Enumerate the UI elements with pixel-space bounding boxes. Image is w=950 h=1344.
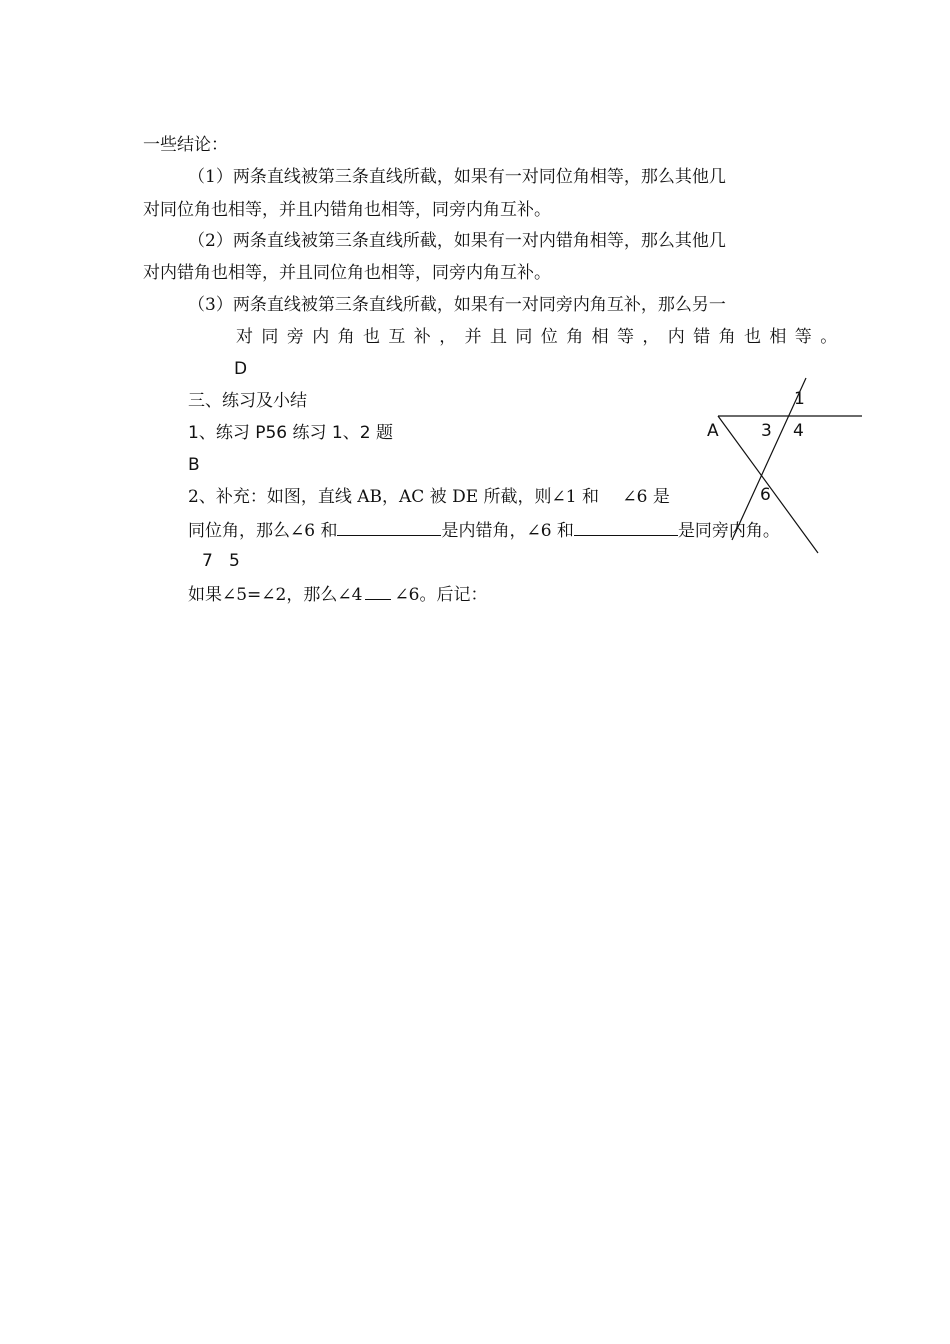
conclusion-3-line-1: （3）两条直线被第三条直线所截，如果有一对同旁内角互补，那么另一 xyxy=(188,295,726,315)
supplement-text-part-2: ∠6 是 xyxy=(622,487,670,507)
diagram-label-a: A xyxy=(707,421,719,441)
section-title: 三、练习及小结 xyxy=(188,391,307,411)
conclusion-2-line-2: 对内错角也相等，并且同位角也相等，同旁内角互补。 xyxy=(143,263,551,283)
diagram-label-3: 3 xyxy=(761,421,772,441)
supplement-text-part-1: 2、补充：如图，直线 AB，AC 被 DE 所截，则∠1 和 xyxy=(188,487,599,507)
stray-label-b: B xyxy=(188,455,200,475)
supplement-line-2-b: 是内错角，∠6 和 xyxy=(441,521,574,541)
stray-numbers: 7 5 xyxy=(202,551,240,571)
supplement-line-2-a: 同位角，那么∠6 和 xyxy=(188,521,338,541)
practice-line: 1、练习 P56 练习 1、2 题 xyxy=(188,423,393,443)
conclusion-1-line-2: 对同位角也相等，并且内错角也相等，同旁内角互补。 xyxy=(143,200,551,220)
conclusion-1-line-1: （1）两条直线被第三条直线所截，如果有一对同位角相等，那么其他几 xyxy=(188,167,726,187)
heading-conclusions: 一些结论： xyxy=(143,135,228,155)
supplement-line-3-b: ∠6。后记： xyxy=(394,585,488,605)
supplement-line-2-c: 是同旁内角。 xyxy=(677,521,780,541)
conclusion-2-line-1: （2）两条直线被第三条直线所截，如果有一对内错角相等，那么其他几 xyxy=(188,231,726,251)
stray-label-d: D xyxy=(234,359,248,379)
conclusion-3-line-2: 对同旁内角也互补，并且同位角相等，内错角也相等。 xyxy=(236,327,846,347)
supplement-line-3-a: 如果∠5=∠2，那么∠4 xyxy=(188,585,363,605)
diagram-label-1: 1 xyxy=(794,389,805,409)
diagram-label-4: 4 xyxy=(793,421,804,441)
diagram-label-6: 6 xyxy=(760,485,771,505)
